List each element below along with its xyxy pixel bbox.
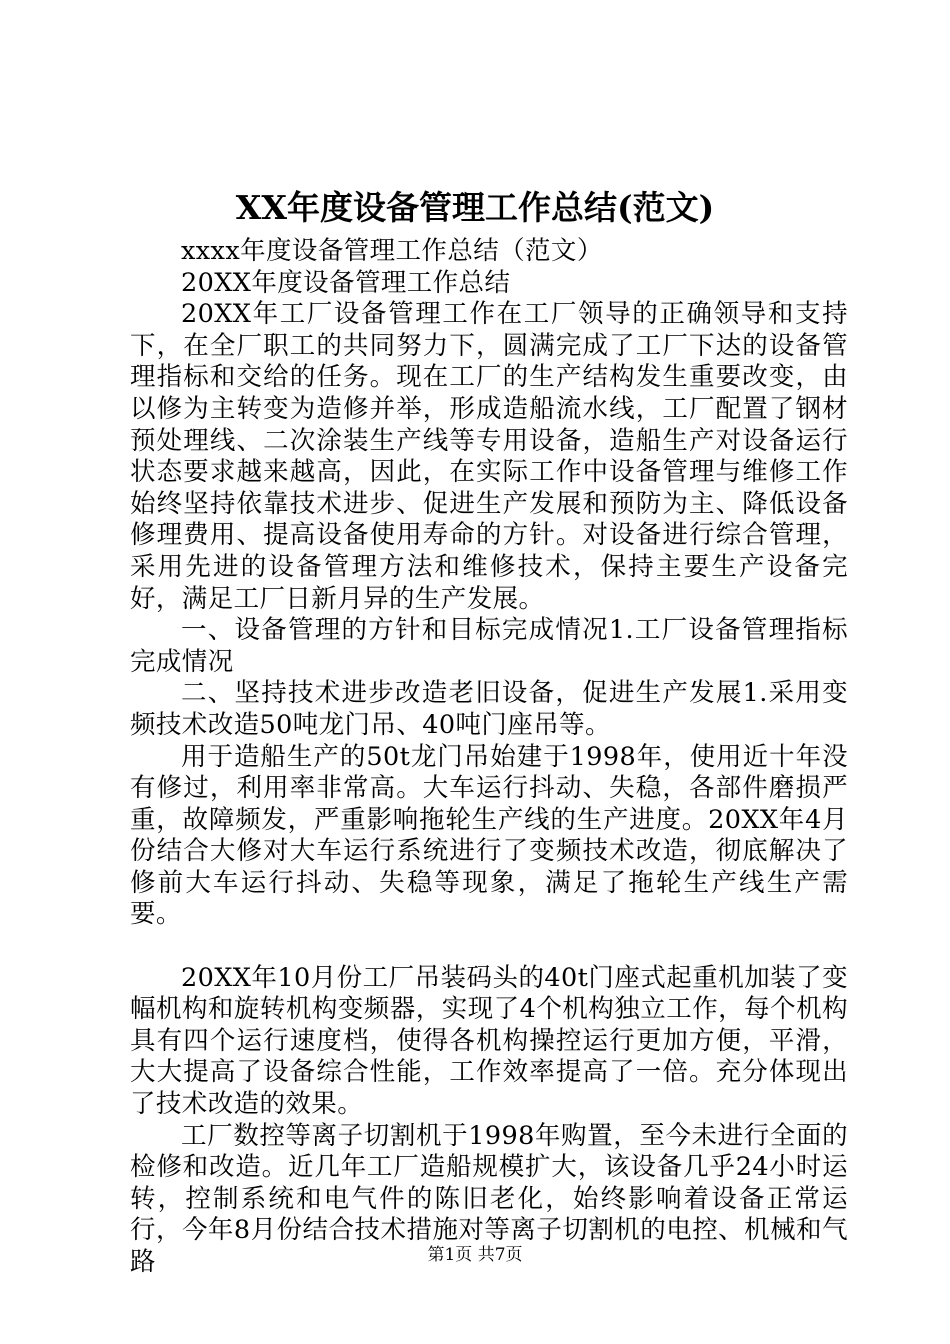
document-title: XX年度设备管理工作总结(范文): [235, 188, 715, 227]
paragraph-heading: 20XX年度设备管理工作总结: [181, 267, 511, 298]
paragraph-intro: 20XX年工厂设备管理工作在工厂领导的正确领导和支持下，在全厂职工的共同努力下，圆满完成了工厂下达的设备管理指标和交给的任务。现在工厂的生产结构发生重要改变，由以修为主转变为造修并举，形成造船流水线，工厂配置了钢材预处理线、二次涂装生产线等专用设备，造船生产对设备运行状态要求越来越高，因此，在实际工作中设备管理与维修工作始终坚持依靠技术进步、促进生产发展和预防为主、降低设备修理费用、提高设备使用寿命的方针。对设备进行综合管理，采用先进的设备管理方法和维修技术，保持主要生产设备完好，满足工厂日新月异的生产发展。: [130, 299, 848, 614]
paragraph-subtitle: xxxx年度设备管理工作总结（范文）: [181, 236, 603, 266]
document-body: [130, 236, 848, 1279]
paragraph-portal-crane: 20XX年10月份工厂吊装码头的40t门座式起重机加装了变幅机构和旋转机构变频器，实现了4个机构独立工作，每个机构具有四个运行速度档，使得各机构操控运行更加方便，平滑，大大提高了设备综合性能，工作效率提高了一倍。充分体现出了技术改造的效果。: [130, 962, 848, 1120]
paragraph-section-one: 一、设备管理的方针和目标完成情况1.工厂设备管理指标完成情况: [130, 615, 848, 677]
paragraph-plasma-cutter: 工厂数控等离子切割机于1998年购置，至今未进行全面的检修和改造。近几年工厂造船规模扩大，该设备几乎24小时运转，控制系统和电气件的陈旧老化，始终影响着设备正常运行，今年8月份结合技术措施对等离子切割机的电控、机械和气路: [130, 1120, 848, 1277]
paragraph-section-two: 二、坚持技术进步改造老旧设备，促进生产发展1.采用变频技术改造50吨龙门吊、40吨门座吊等。: [130, 678, 848, 740]
page-number-footer: 第1页 共7页: [427, 1245, 523, 1265]
paragraph-gantry-crane: 用于造船生产的50t龙门吊始建于1998年，使用近十年没有修过，利用率非常高。大车运行抖动、失稳，各部件磨损严重，故障频发，严重影响拖轮生产线的生产进度。20XX年4月份结合大修对大车运行系统进行了变频技术改造，彻底解决了修前大车运行抖动、失稳等现象，满足了拖轮生产线生产需要。: [130, 741, 848, 930]
